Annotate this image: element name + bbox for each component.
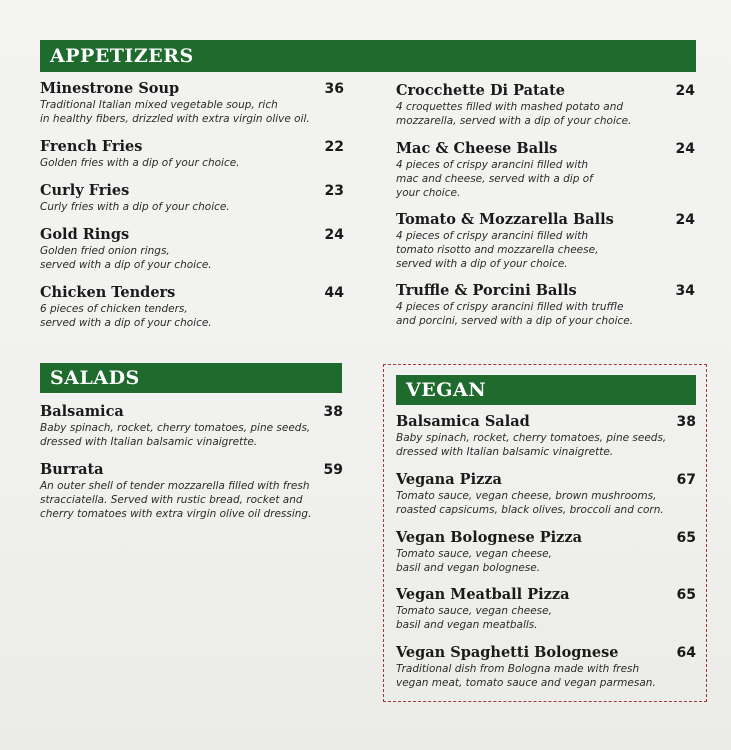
item-name: Burrata: [40, 461, 104, 478]
item-description: Tomato sauce, vegan cheese, basil and vegan bolognese.: [396, 548, 552, 574]
item-name: Truffle & Porcini Balls: [396, 282, 577, 299]
salads-header: SALADS: [40, 363, 342, 393]
menu-item-balsamica: [40, 403, 343, 449]
item-name: Vegan Bolognese Pizza: [396, 529, 582, 546]
menu-item-truffle-porcini-balls: [396, 282, 695, 328]
item-price: 65: [676, 530, 696, 546]
item-price: 34: [675, 283, 695, 299]
item-description: 4 pieces of crispy arancini filled with mac and cheese, served with a dip of your choice.: [396, 159, 593, 199]
menu-item-french-fries: [40, 138, 344, 170]
item-name: French Fries: [40, 138, 143, 155]
item-price: 65: [676, 587, 696, 603]
item-name: Balsamica Salad: [396, 413, 530, 430]
item-price: 22: [324, 139, 344, 155]
item-price: 59: [323, 462, 343, 478]
appetizers-header: APPETIZERS: [40, 40, 696, 72]
menu-item-curly-fries: [40, 182, 344, 214]
item-name: Vegana Pizza: [396, 471, 502, 488]
menu-item-vegan-meatball-pizza: [396, 586, 696, 632]
item-description: Traditional dish from Bologna made with fresh vegan meat, tomato sauce and vegan parmesan.: [396, 663, 656, 689]
menu-item-tomato-mozzarella-balls: [396, 211, 695, 271]
item-name: Minestrone Soup: [40, 80, 180, 97]
menu-item-chicken-tenders: [40, 284, 344, 330]
item-price: 24: [324, 227, 344, 243]
item-name: Crocchette Di Patate: [396, 82, 566, 99]
menu-item-minestrone-soup: [40, 80, 344, 126]
item-price: 64: [676, 645, 696, 661]
item-description: Curly fries with a dip of your choice.: [40, 201, 230, 213]
item-description: Traditional Italian mixed vegetable soup, rich in healthy fibers, drizzled with extra virgin olive oil.: [40, 99, 310, 125]
item-description: 6 pieces of chicken tenders, served with a dip of your choice.: [40, 303, 212, 329]
item-price: 24: [675, 83, 695, 99]
item-description: 4 pieces of crispy arancini filled with truffle and porcini, served with a dip of your choice.: [396, 301, 634, 327]
menu-item-balsamica-salad: [396, 413, 696, 459]
item-name: Tomato & Mozzarella Balls: [396, 211, 614, 228]
item-description: Tomato sauce, vegan cheese, brown mushrooms, roasted capsicums, black olives, broccoli and corn.: [396, 490, 664, 516]
item-price: 36: [324, 81, 344, 97]
item-name: Mac & Cheese Balls: [396, 140, 558, 157]
item-name: Chicken Tenders: [40, 284, 176, 301]
menu-item-vegan-bolognese-pizza: [396, 529, 696, 575]
item-price: 67: [676, 472, 696, 488]
item-description: An outer shell of tender mozzarella filled with fresh stracciatella. Served with rustic bread, rocket and cherry tomatoes with extra virgin olive oil dressing.: [40, 480, 312, 520]
item-description: 4 pieces of crispy arancini filled with tomato risotto and mozzarella cheese, served with a dip of your choice.: [396, 230, 599, 270]
menu-item-vegan-spaghetti-bolognese: [396, 644, 696, 690]
menu-item-crocchette-di-patate: [396, 82, 695, 128]
item-name: Curly Fries: [40, 182, 130, 199]
item-price: 23: [324, 183, 344, 199]
vegan-header: VEGAN: [396, 375, 696, 405]
item-description: Tomato sauce, vegan cheese, basil and vegan meatballs.: [396, 605, 552, 631]
menu-item-gold-rings: [40, 226, 344, 272]
item-price: 38: [323, 404, 343, 420]
item-price: 24: [675, 212, 695, 228]
item-name: Vegan Meatball Pizza: [396, 586, 570, 603]
item-description: 4 croquettes filled with mashed potato and mozzarella, served with a dip of your choice.: [396, 101, 632, 127]
item-description: Golden fried onion rings, served with a dip of your choice.: [40, 245, 212, 271]
menu-item-burrata: [40, 461, 343, 521]
item-name: Vegan Spaghetti Bolognese: [396, 644, 619, 661]
item-price: 38: [676, 414, 696, 430]
item-description: Baby spinach, rocket, cherry tomatoes, pine seeds, dressed with Italian balsamic vinaigrette.: [40, 422, 311, 448]
item-description: Baby spinach, rocket, cherry tomatoes, pine seeds, dressed with Italian balsamic vinaigrette.: [396, 432, 667, 458]
item-price: 24: [675, 141, 695, 157]
menu-item-vegana-pizza: [396, 471, 696, 517]
menu-item-mac-cheese-balls: [396, 140, 695, 200]
item-name: Balsamica: [40, 403, 124, 420]
item-description: Golden fries with a dip of your choice.: [40, 157, 240, 169]
item-price: 44: [324, 285, 344, 301]
item-name: Gold Rings: [40, 226, 130, 243]
